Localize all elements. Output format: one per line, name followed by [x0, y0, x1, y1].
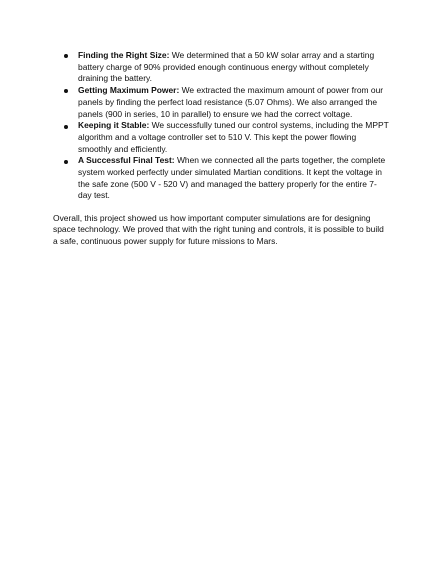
bullet-text: We extracted the maximum amount of power from our panels by finding the perfect load resistance (5.07 Ohms). We also arranged the panels (900 in series, 10 in parallel) to ensure we had the correct voltage.: [78, 85, 384, 119]
bullet-title: Keeping it Stable:: [78, 120, 150, 131]
bullet-item-stable: [53, 120, 389, 155]
bullet-title: Finding the Right Size:: [78, 50, 170, 60]
bullet-text: We successfully tuned our control systems, including the MPPT algorithm and a voltage controller set to 510 V. This kept the power flowing smoothly and efficiently.: [78, 120, 389, 154]
bullet-title: A Successful Final Test:: [78, 155, 175, 166]
bullet-dot-icon: [64, 160, 68, 164]
bullet-item-maximum-power: [53, 85, 389, 120]
bullet-title: Getting Maximum Power:: [78, 85, 180, 96]
bullet-dot-icon: [64, 125, 68, 129]
bullet-item-right-size: [53, 50, 389, 85]
bullet-text: We determined that a 50 kW solar array and a starting battery charge of 90% provided enough continuous energy without completely draining the battery.: [78, 50, 375, 84]
bullet-dot-icon: [64, 54, 68, 58]
bullet-dot-icon: [64, 89, 68, 93]
summary-paragraph: Overall, this project showed us how important computer simulations are for designing space technology. We proved that with the right tuning and controls, it is possible to build a safe, continuous power supply for future missions to Mars.: [53, 212, 384, 247]
bullet-item-final-test: [53, 155, 389, 202]
results-bullet-list: [53, 50, 389, 202]
bullet-text: When we connected all the parts together, the complete system worked perfectly under simulated Martian conditions. It kept the voltage in the safe zone (500 V - 520 V) and managed the battery properly for the entire 7-day test.: [78, 155, 386, 201]
